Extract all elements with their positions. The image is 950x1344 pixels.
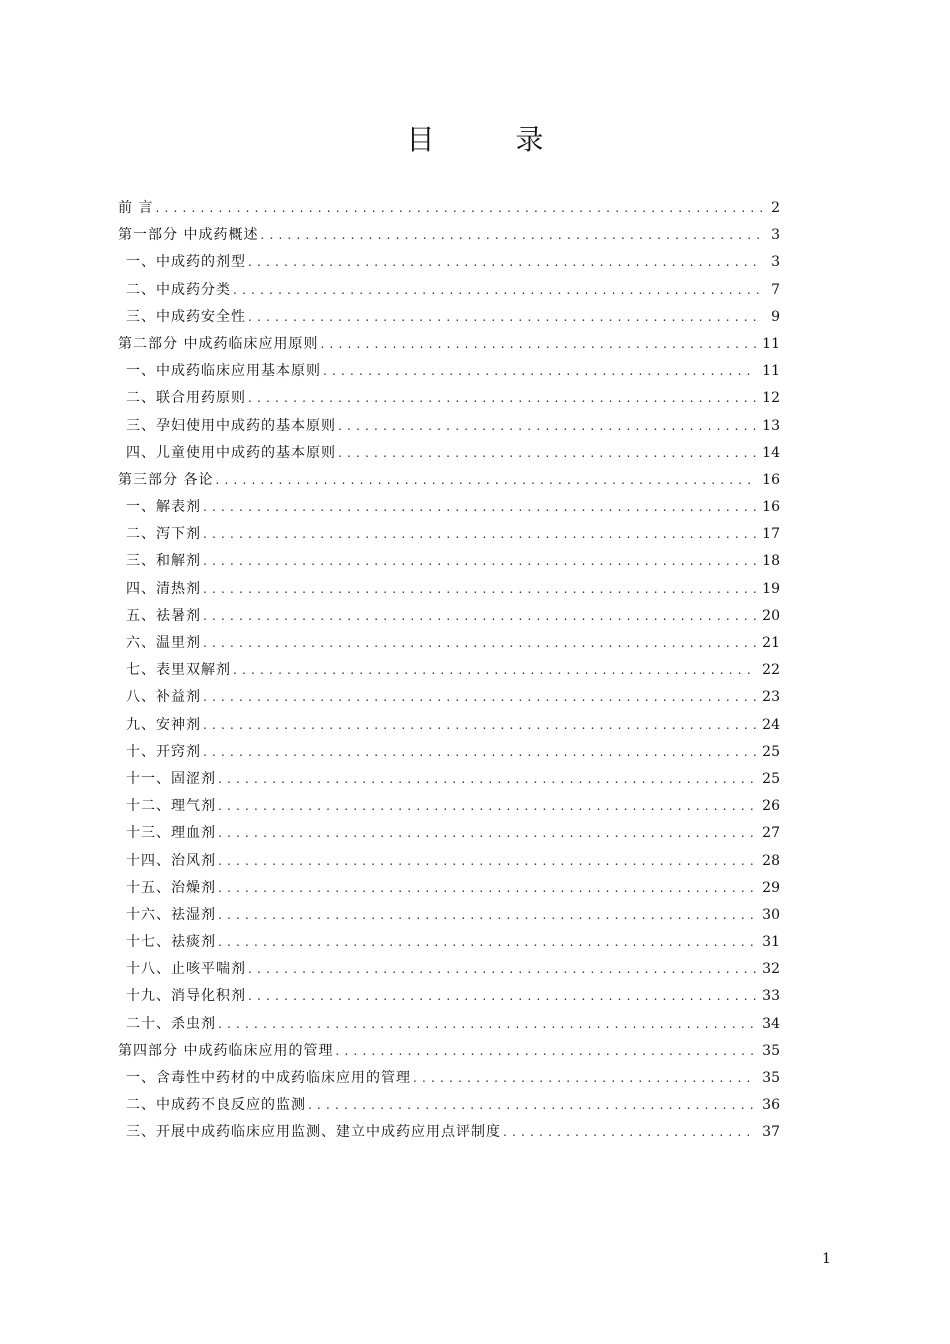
toc-dot-leader [308, 1093, 756, 1117]
toc-entry[interactable] [118, 196, 780, 223]
toc-entry-label: 十八、止咳平喘剂 [126, 961, 246, 978]
toc-dot-leader [320, 332, 756, 356]
toc-entry-page: 16 [762, 499, 780, 516]
toc-entry[interactable] [118, 305, 780, 332]
toc-dot-leader [203, 604, 756, 628]
toc-dot-leader [338, 414, 756, 438]
toc-entry-label: 九、安神剂 [126, 716, 201, 733]
toc-entry[interactable] [118, 1120, 780, 1147]
toc-dot-leader [203, 522, 756, 546]
toc-entry-page: 33 [762, 988, 780, 1005]
toc-dot-leader [413, 1066, 756, 1090]
toc-entry[interactable] [118, 1093, 780, 1120]
toc-dot-leader [215, 468, 756, 492]
toc-entry[interactable] [118, 876, 780, 903]
toc-entry-page: 31 [762, 934, 780, 951]
toc-entry-page: 30 [762, 906, 780, 923]
toc-entry[interactable] [118, 223, 780, 250]
toc-entry[interactable] [118, 577, 780, 604]
toc-entry[interactable] [118, 631, 780, 658]
toc-entry-label: 八、补益剂 [126, 689, 201, 706]
toc-entry-page: 26 [762, 798, 780, 815]
toc-entry-page: 28 [762, 852, 780, 869]
toc-entry[interactable] [118, 1066, 780, 1093]
toc-entry-label: 二、泻下剂 [126, 526, 201, 543]
toc-entry-page: 25 [762, 743, 780, 760]
toc-entry[interactable] [118, 849, 780, 876]
toc-entry[interactable] [118, 794, 780, 821]
toc-entry[interactable] [118, 495, 780, 522]
toc-entry-label: 十四、治风剂 [126, 852, 216, 869]
toc-entry-page: 20 [762, 607, 780, 624]
toc-dot-leader [248, 250, 762, 274]
toc-dot-leader [218, 767, 756, 791]
toc-entry-label: 十、开窍剂 [126, 743, 201, 760]
page-number: 1 [822, 1251, 831, 1267]
toc-entry-page: 27 [762, 825, 780, 842]
toc-dot-leader [203, 549, 756, 573]
toc-dot-leader [218, 794, 756, 818]
toc-entry[interactable] [118, 957, 780, 984]
toc-entry-label: 十五、治燥剂 [126, 879, 216, 896]
toc-entry-label: 七、表里双解剂 [126, 662, 231, 679]
toc-entry[interactable] [118, 685, 780, 712]
toc-entry-label: 三、和解剂 [126, 553, 201, 570]
toc-entry[interactable] [118, 386, 780, 413]
toc-dot-leader [335, 1039, 756, 1063]
toc-entry[interactable] [118, 740, 780, 767]
toc-entry[interactable] [118, 441, 780, 468]
toc-dot-leader [338, 441, 756, 465]
toc-entry-label: 二、中成药分类 [126, 281, 231, 298]
toc-entry-page: 9 [771, 308, 780, 325]
toc-entry-page: 23 [762, 689, 780, 706]
toc-entry-label: 四、清热剂 [126, 580, 201, 597]
toc-dot-leader [233, 658, 756, 682]
toc-entry-label: 十九、消导化积剂 [126, 988, 246, 1005]
toc-entry-page: 36 [762, 1097, 780, 1114]
toc-entry-page: 11 [762, 363, 780, 380]
toc-entry-page: 32 [762, 961, 780, 978]
toc-dot-leader [203, 740, 756, 764]
toc-entry-label: 三、开展中成药临床应用监测、建立中成药应用点评制度 [126, 1124, 501, 1141]
toc-entry-page: 11 [762, 335, 780, 352]
toc-dot-leader [248, 957, 756, 981]
toc-dot-leader [218, 821, 756, 845]
toc-entry-label: 十六、祛湿剂 [126, 906, 216, 923]
toc-entry-page: 34 [762, 1015, 780, 1032]
toc-entry-label: 一、解表剂 [126, 499, 201, 516]
toc-entry[interactable] [118, 767, 780, 794]
toc-dot-leader [248, 386, 756, 410]
toc-entry-page: 7 [771, 281, 780, 298]
toc-dot-leader [218, 876, 756, 900]
toc-entry-label: 十一、固涩剂 [126, 770, 216, 787]
toc-entry-page: 21 [762, 635, 780, 651]
toc-entry[interactable] [118, 1039, 780, 1066]
toc-entry-page: 17 [762, 526, 780, 543]
toc-entry-label: 二、中成药不良反应的监测 [126, 1097, 306, 1114]
toc-entry-label: 第一部分 中成药概述 [118, 227, 259, 244]
toc-dot-leader [503, 1120, 756, 1144]
toc-entry-page: 35 [762, 1042, 780, 1059]
toc-entry[interactable] [118, 522, 780, 549]
toc-entry-label: 六、温里剂 [126, 635, 201, 651]
page-title: 目 录 [406, 123, 580, 156]
toc-dot-leader [233, 278, 762, 302]
toc-entry[interactable] [118, 468, 780, 495]
toc-dot-leader [218, 930, 756, 954]
toc-dot-leader [203, 577, 756, 601]
toc-dot-leader [248, 305, 762, 329]
toc-entry[interactable] [118, 984, 780, 1011]
toc-entry-label: 第四部分 中成药临床应用的管理 [118, 1042, 334, 1059]
toc-dot-leader [218, 903, 756, 927]
toc-entry[interactable] [118, 930, 780, 957]
toc-entry[interactable] [118, 332, 780, 359]
toc-entry[interactable] [118, 821, 780, 848]
toc-entry-page: 37 [762, 1124, 780, 1141]
toc-entry-page: 13 [762, 417, 780, 434]
toc-entry-page: 35 [762, 1070, 780, 1086]
toc-entry-label: 三、中成药安全性 [126, 308, 246, 325]
toc-entry-page: 2 [771, 200, 780, 216]
toc-entry[interactable] [118, 903, 780, 930]
table-of-contents [118, 196, 780, 1148]
toc-entry-page: 24 [762, 716, 780, 733]
toc-entry-label: 一、含毒性中药材的中成药临床应用的管理 [126, 1070, 411, 1086]
toc-entry-label: 一、中成药临床应用基本原则 [126, 363, 321, 380]
toc-entry-page: 12 [762, 390, 780, 407]
toc-dot-leader [203, 713, 756, 737]
toc-entry-label: 五、祛暑剂 [126, 607, 201, 624]
toc-dot-leader [203, 685, 756, 709]
toc-entry-page: 25 [762, 770, 780, 787]
toc-dot-leader [203, 495, 756, 519]
toc-entry[interactable] [118, 250, 780, 277]
toc-entry[interactable] [118, 359, 780, 386]
toc-dot-leader [323, 359, 756, 383]
toc-entry-page: 19 [762, 580, 780, 597]
toc-entry-page: 18 [762, 553, 780, 570]
toc-entry[interactable] [118, 1012, 780, 1039]
toc-dot-leader [155, 196, 762, 220]
toc-dot-leader [218, 849, 756, 873]
toc-dot-leader [218, 1012, 756, 1036]
toc-dot-leader [203, 631, 756, 655]
toc-entry-label: 十二、理气剂 [126, 798, 216, 815]
toc-dot-leader [260, 223, 762, 247]
toc-entry[interactable] [118, 713, 780, 740]
toc-entry[interactable] [118, 658, 780, 685]
toc-entry-page: 29 [762, 879, 780, 896]
toc-entry[interactable] [118, 414, 780, 441]
toc-entry-label: 前 言 [118, 200, 154, 216]
toc-entry-label: 第三部分 各论 [118, 471, 214, 488]
toc-entry-label: 二、联合用药原则 [126, 390, 246, 407]
toc-entry[interactable] [118, 549, 780, 576]
toc-entry-label: 第二部分 中成药临床应用原则 [118, 335, 319, 352]
toc-entry-label: 十三、理血剂 [126, 825, 216, 842]
toc-entry-page: 14 [762, 444, 780, 461]
toc-dot-leader [248, 984, 756, 1008]
toc-entry-page: 3 [771, 254, 780, 271]
toc-entry-page: 3 [771, 227, 780, 244]
toc-entry[interactable] [118, 278, 780, 305]
toc-entry-label: 一、中成药的剂型 [126, 254, 246, 271]
toc-entry-label: 二十、杀虫剂 [126, 1015, 216, 1032]
toc-entry[interactable] [118, 604, 780, 631]
toc-entry-label: 四、儿童使用中成药的基本原则 [126, 444, 336, 461]
toc-entry-page: 16 [762, 471, 780, 488]
toc-entry-label: 三、孕妇使用中成药的基本原则 [126, 417, 336, 434]
toc-entry-page: 22 [762, 662, 780, 679]
toc-entry-label: 十七、祛痰剂 [126, 934, 216, 951]
